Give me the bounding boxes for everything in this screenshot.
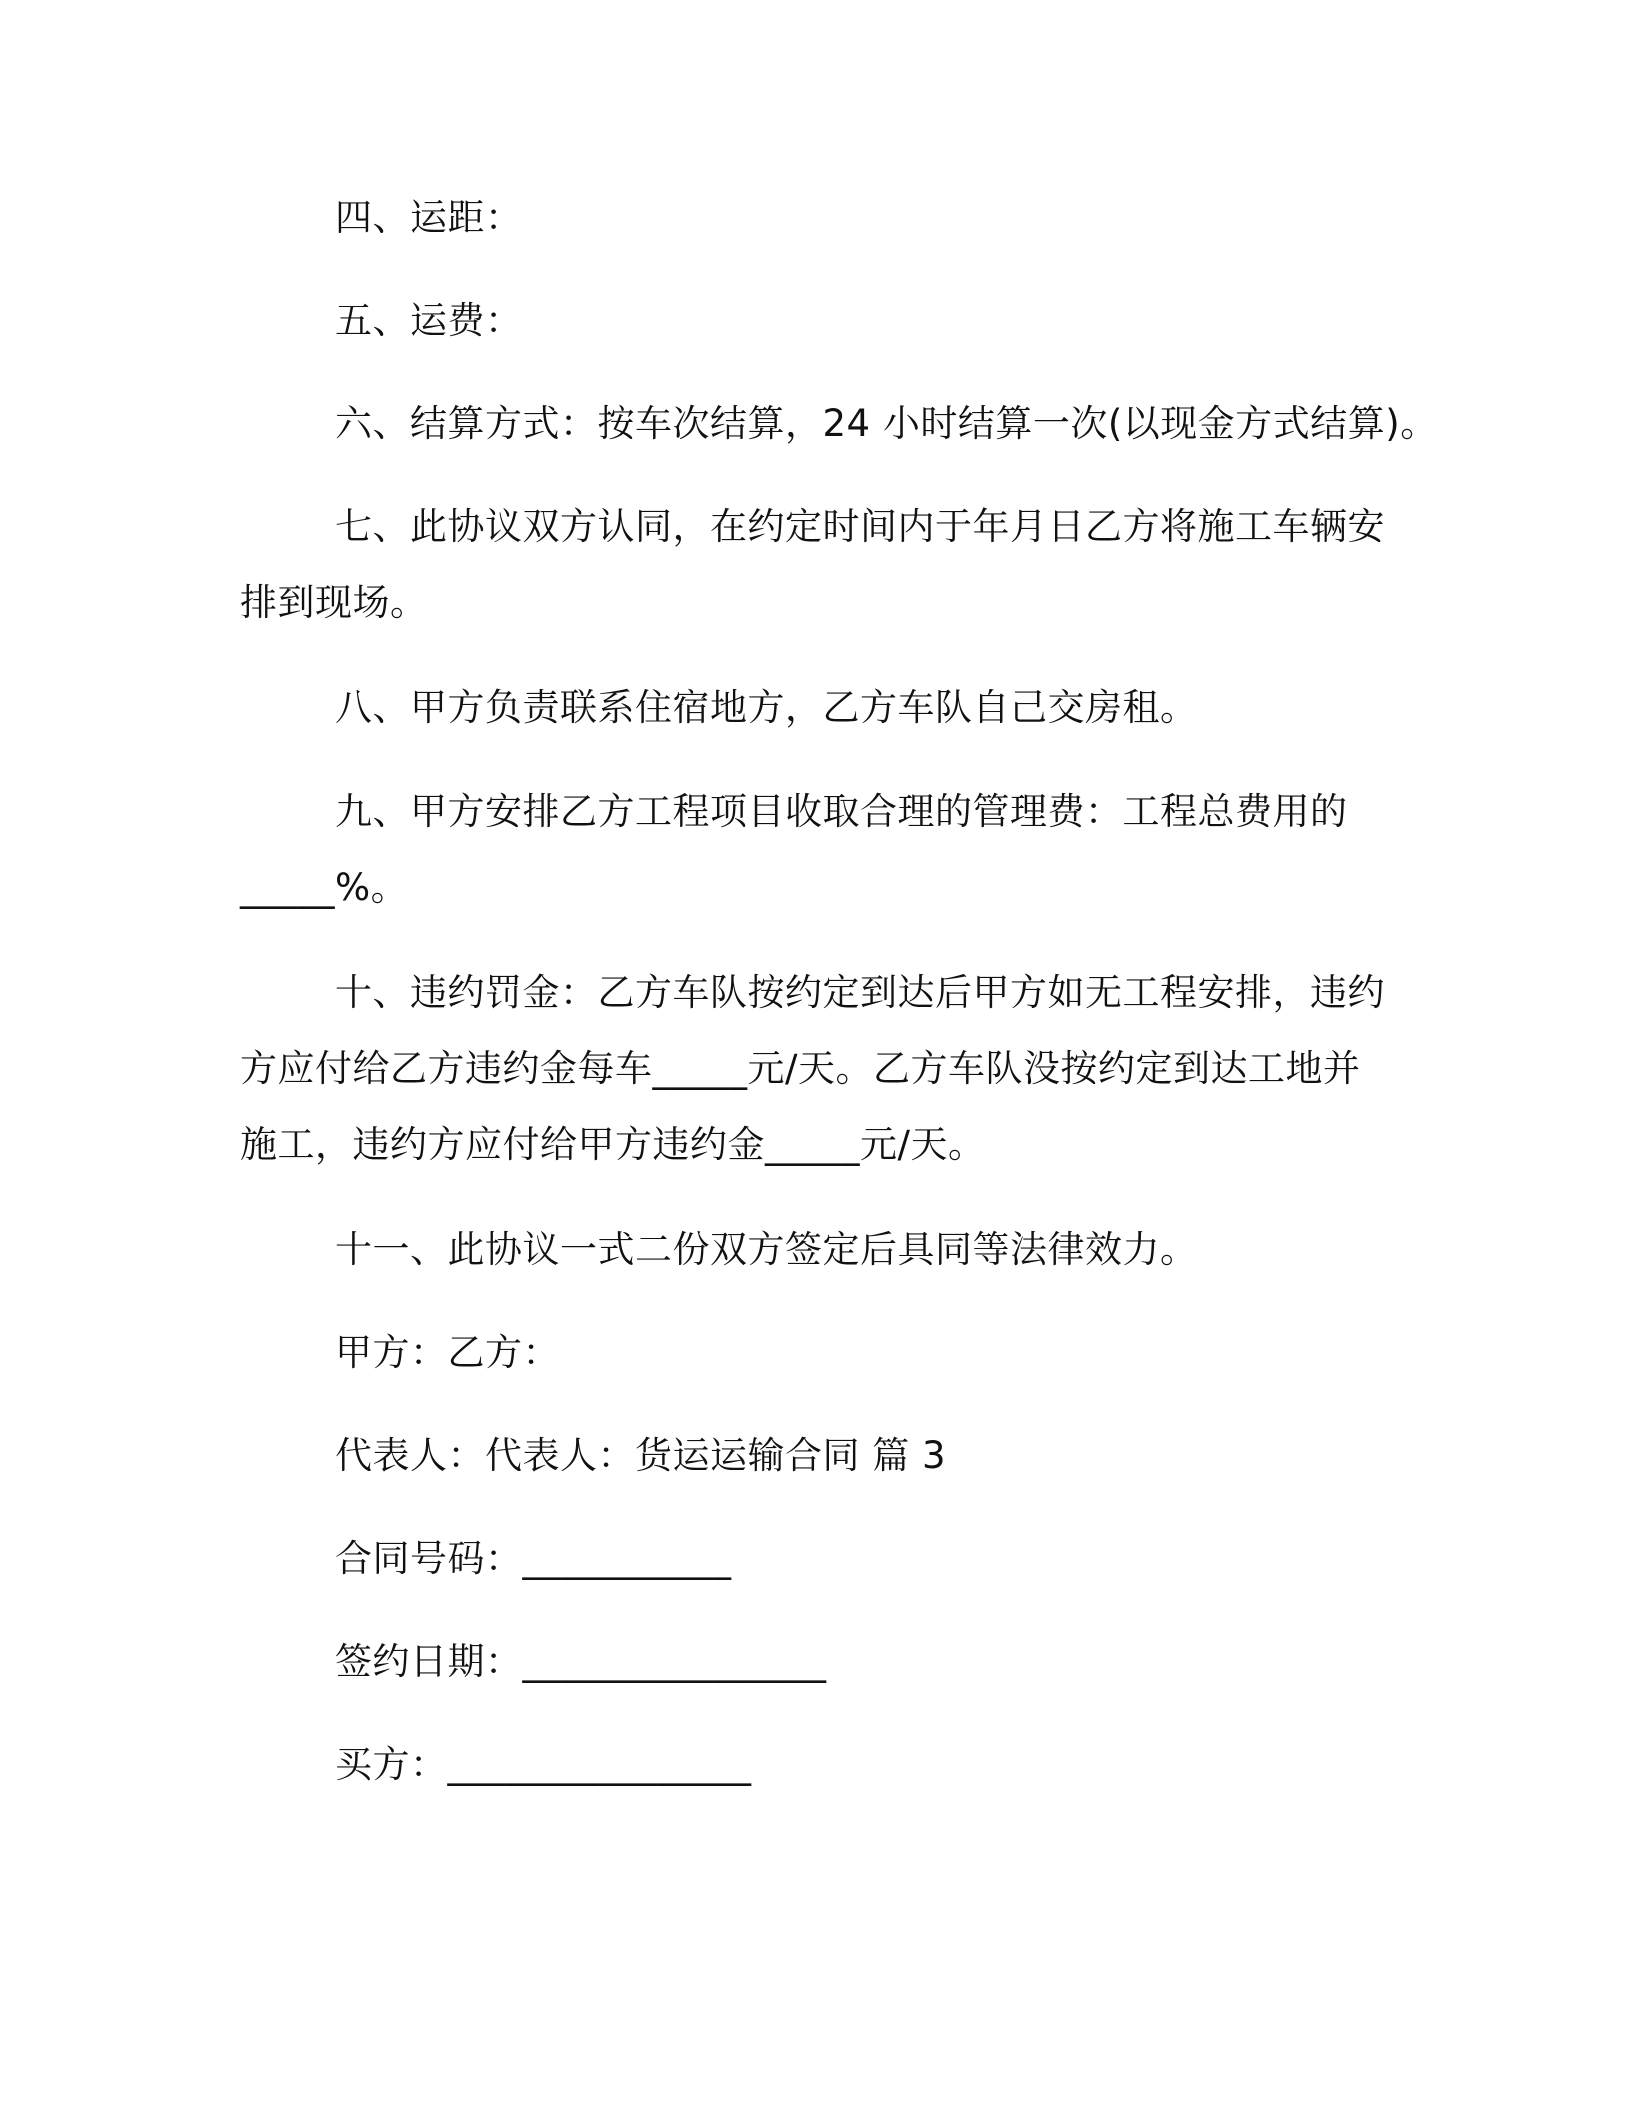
clause-four-distance: 四、运距： [335, 196, 523, 239]
clause-seven-line-2: 排到现场。 [240, 581, 428, 624]
contract-number-field: 合同号码：___________ [335, 1537, 732, 1580]
clause-ten-line-2: 方应付给乙方违约金每车_____元/天。乙方车队没按约定到达工地并 [240, 1047, 1361, 1090]
representatives-label: 代表人：代表人：货运运输合同 篇 3 [335, 1434, 947, 1477]
clause-ten-line-1: 十、违约罚金：乙方车队按约定到达后甲方如无工程安排，违约 [335, 971, 1385, 1014]
clause-nine-line-2: _____%。 [240, 866, 409, 909]
buyer-field: 买方：________________ [335, 1743, 752, 1786]
signing-date-field: 签约日期：________________ [335, 1640, 827, 1683]
clause-six-settlement: 六、结算方式：按车次结算，24 小时结算一次(以现金方式结算)。 [335, 402, 1438, 445]
clause-seven-line-1: 七、此协议双方认同，在约定时间内于年月日乙方将施工车辆安 [335, 505, 1385, 548]
parties-label: 甲方：乙方： [335, 1331, 560, 1374]
clause-five-freight: 五、运费： [335, 299, 523, 342]
clause-nine-line-1: 九、甲方安排乙方工程项目收取合理的管理费：工程总费用的 [335, 790, 1348, 833]
clause-eight-lodging: 八、甲方负责联系住宿地方，乙方车队自己交房租。 [335, 686, 1198, 729]
clause-eleven-copies: 十一、此协议一式二份双方签定后具同等法律效力。 [335, 1228, 1198, 1271]
clause-ten-line-3: 施工，违约方应付给甲方违约金_____元/天。 [240, 1123, 986, 1166]
